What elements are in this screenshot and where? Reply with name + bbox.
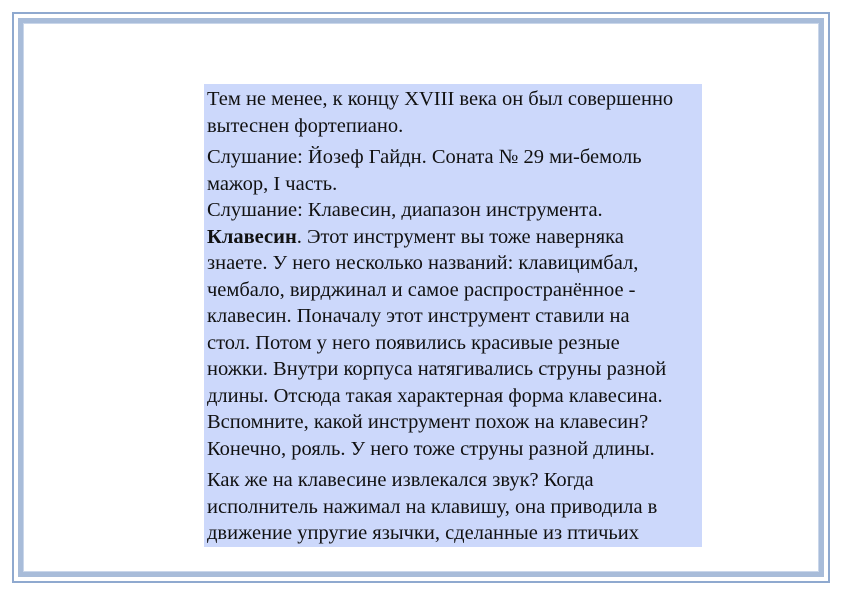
paragraph-4 [207,224,700,463]
text-line: чембало, вирджинал и самое распространённое - [207,278,636,301]
text-line: Слушание: Йозеф Гайдн. Соната № 29 ми-бемоль [207,146,642,168]
text-line: . Этот инструмент вы тоже наверняка [296,225,624,248]
paragraph-3 [207,197,700,224]
bold-term: Клавесин [207,225,297,248]
text-line: Тем не менее, к концу XVIII века он был совершенно [207,88,674,110]
text-line: мажор, I часть. [207,172,338,195]
text-line: Как же на клавесине извлекался звук? Когда [207,469,594,491]
text-box [204,84,702,547]
text-line: вытеснен фортепиано. [207,114,404,137]
text-line: Слушание: Клавесин, диапазон инструмента. [207,199,603,221]
text-line: ножки. Внутри корпуса натягивались струны разной [207,358,667,380]
text-line: Вспомните, какой инструмент похож на клавесин? [207,411,649,433]
text-line: клавесин. Поначалу этот инструмент ставили на [207,305,630,327]
text-line: Конечно, рояль. У него тоже струны разной длины. [207,437,655,460]
paragraph-1 [207,86,700,139]
text-line: длины. Отсюда такая характерная форма клавесина. [207,384,663,407]
text-line: стол. Потом у него появились красивые резные [207,331,620,354]
text-line: движение упругие язычки, сделанные из птичьих [207,522,639,544]
text-line: знаете. У него несколько названий: клавицимбал, [207,252,639,274]
paragraph-2 [207,144,700,197]
paragraph-5 [207,467,700,547]
text-line: исполнитель нажимал на клавишу, она приводила в [207,495,658,518]
